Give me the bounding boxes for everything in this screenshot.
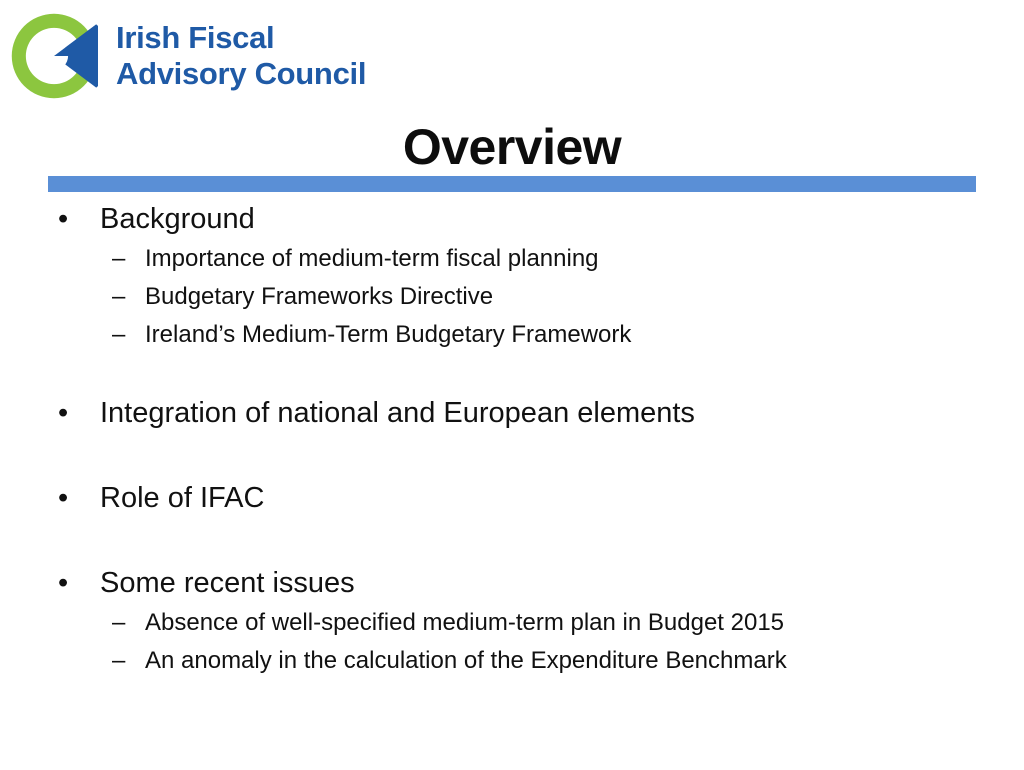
bullet-text: Some recent issues [100, 567, 355, 599]
bullet-icon: • [58, 203, 69, 235]
bullet-text: Background [100, 203, 255, 235]
bullet-text: Role of IFAC [100, 482, 265, 514]
dash-icon: – [112, 245, 126, 272]
subitem-text: Ireland’s Medium-Term Budgetary Framework [145, 321, 632, 348]
bullet-icon: • [58, 567, 69, 599]
dash-icon: – [112, 609, 126, 636]
organization-name-line-1: Irish Fiscal [116, 20, 275, 55]
subitem-text: Budgetary Frameworks Directive [145, 283, 494, 310]
organization-name [116, 20, 366, 92]
organization-logo [10, 12, 370, 102]
ifac-logo-icon [10, 12, 98, 100]
subitem-text: Absence of well-specified medium-term plan in Budget 2015 [145, 609, 785, 636]
dash-icon: – [112, 283, 126, 310]
dash-icon: – [112, 647, 126, 674]
bullet-icon: • [58, 397, 69, 429]
bullet-text: Integration of national and European elements [100, 397, 695, 429]
bullet-icon: • [58, 482, 69, 514]
subitem-text: Importance of medium-term fiscal planning [145, 245, 599, 272]
slide-title: Overview [402, 119, 622, 175]
subitem-text: An anomaly in the calculation of the Expenditure Benchmark [145, 647, 787, 674]
dash-icon: – [112, 321, 126, 348]
title-divider [48, 176, 976, 192]
organization-name-line-2: Advisory Council [116, 56, 367, 91]
